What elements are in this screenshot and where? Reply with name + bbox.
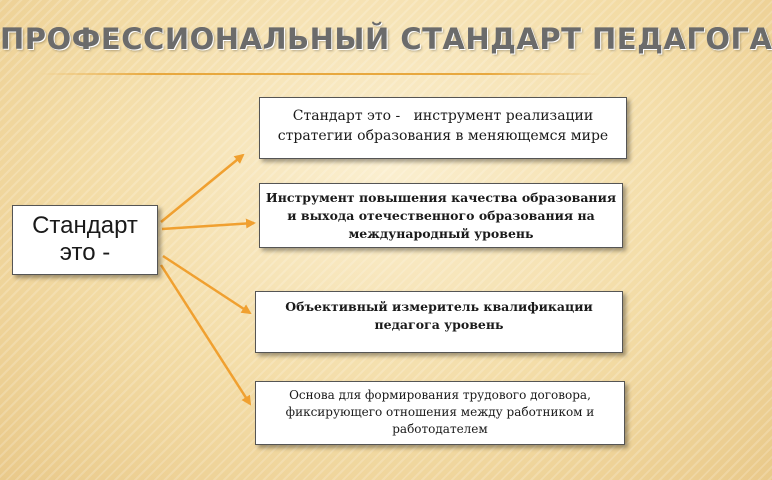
arrow-to-box-4 bbox=[161, 265, 250, 404]
definition-box-3 bbox=[255, 291, 623, 353]
arrow-to-box-3 bbox=[163, 256, 250, 313]
center-label-text: Стандарт это - bbox=[32, 212, 138, 266]
definition-text-2: Инструмент повышения качества образования и выхода отечественного образования на международный уровень bbox=[265, 190, 617, 241]
definition-box-4 bbox=[255, 381, 625, 445]
center-label-box bbox=[12, 205, 158, 275]
definition-text-1: Стандарт это - инструмент реализации стратегии образования в меняющемся мире bbox=[277, 108, 609, 144]
slide-title: ПРОФЕССИОНАЛЬНЫЙ СТАНДАРТ ПЕДАГОГА bbox=[0, 22, 772, 56]
definition-box-1 bbox=[259, 97, 627, 159]
definition-text-3: Объективный измеритель квалификации педагога уровень bbox=[285, 299, 593, 332]
arrow-to-box-2 bbox=[162, 223, 254, 229]
definition-box-2 bbox=[259, 183, 623, 248]
definition-text-4: Основа для формирования трудового договора, фиксирующего отношения между работником и работодателем bbox=[285, 388, 595, 436]
arrow-to-box-1 bbox=[161, 155, 243, 222]
